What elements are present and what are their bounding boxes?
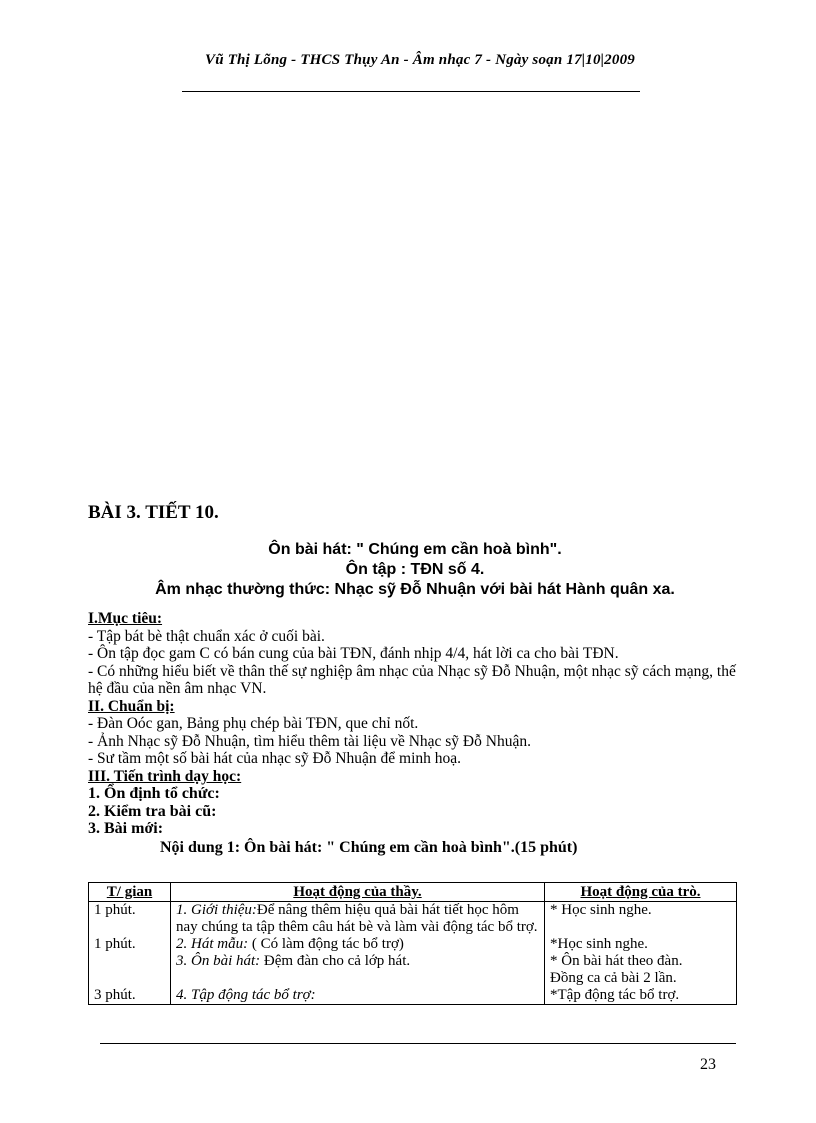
preparation-heading: II. Chuẩn bị:: [88, 697, 175, 715]
footer-divider: [100, 1043, 736, 1044]
student-cell: *Tập động tác bổ trợ.: [545, 987, 737, 1005]
preparation-item: - Ảnh Nhạc sỹ Đỗ Nhuận, tìm hiểu thêm tài liệu về Nhạc sỹ Đỗ Nhuận.: [88, 732, 531, 750]
student-line: Đồng ca cả bài 2 lần.: [550, 970, 677, 986]
table-row: [89, 936, 737, 987]
student-line: * Ôn bài hát theo đàn.: [550, 953, 683, 969]
preparation-item: - Đàn Oóc gan, Bảng phụ chép bài TĐN, que chỉ nốt.: [88, 715, 419, 732]
subtitle-review-tdn: Ôn tập : TĐN số 4.: [345, 561, 485, 578]
step-item: 3. Bài mới:: [88, 820, 164, 837]
subtitle-review-song: Ôn bài hát: " Chúng em cần hoà bình".: [268, 541, 562, 558]
teacher-cell: [171, 936, 545, 987]
lesson-body: [88, 610, 738, 856]
activity-text: Để nâng thêm hiệu quả bài hát tiết học hôm nay chúng ta tập thêm câu hát bè và làm vài động tác bổ trợ.: [176, 902, 538, 935]
activity-label: 4. Tập động tác bổ trợ:: [176, 987, 316, 1003]
step-item: 1. Ổn định tổ chức:: [88, 785, 220, 802]
teacher-cell: [171, 987, 545, 1005]
table-row: [89, 902, 737, 937]
objectives-heading: I.Mục tiêu:: [88, 610, 163, 627]
objective-item: - Có những hiểu biết về thân thế sự nghiệp âm nhạc của Nhạc sỹ Đỗ Nhuận, một nhạc sỹ cách mạng, thế hệ đầu của nền âm nhạc VN.: [88, 662, 736, 697]
student-cell: * Học sinh nghe.: [545, 902, 737, 937]
activity-text: Đệm đàn cho cả lớp hát.: [260, 953, 411, 969]
page-number: 23: [700, 1056, 716, 1073]
student-cell: [545, 936, 737, 987]
objective-item: - Ôn tập đọc gam C có bán cung của bài TĐN, đánh nhịp 4/4, hát lời ca cho bài TĐN.: [88, 645, 619, 662]
column-header-teacher: Hoạt động của thầy.: [171, 883, 545, 902]
table-row: [89, 987, 737, 1005]
table-header-row: [89, 883, 737, 902]
time-cell: 3 phút.: [89, 987, 171, 1005]
activity-line: [176, 953, 539, 970]
step-item: 2. Kiểm tra bài cũ:: [88, 802, 217, 820]
time-cell: 1 phút.: [89, 936, 171, 987]
page-header: Vũ Thị Lõng - THCS Thụy An - Âm nhạc 7 - Ngày soạn 17|10|2009: [205, 52, 635, 68]
activity-label: 2. Hát mẫu:: [176, 936, 249, 952]
activity-label: 3. Ôn bài hát:: [176, 953, 261, 969]
student-line: *Học sinh nghe.: [550, 936, 648, 952]
lesson-title: BÀI 3. TIẾT 10.: [88, 502, 219, 523]
activity-label: 1. Giới thiệu:: [176, 902, 257, 918]
column-header-time: T/ gian: [89, 883, 171, 902]
activity-table: [88, 882, 737, 1005]
activity-text: ( Có làm động tác bổ trợ): [248, 936, 404, 952]
column-header-student: Hoạt động của trò.: [545, 883, 737, 902]
teacher-cell: [171, 902, 545, 937]
content-title: Nội dung 1: Ôn bài hát: " Chúng em cần hoà bình".(15 phút): [160, 838, 578, 856]
activity-line: [176, 936, 539, 953]
objective-item: - Tập bát bè thật chuẩn xác ở cuối bài.: [88, 627, 325, 645]
lesson-subtitles: [100, 540, 730, 600]
header-divider: [182, 91, 640, 92]
time-cell: 1 phút.: [89, 902, 171, 937]
preparation-item: - Sư tầm một số bài hát của nhạc sỹ Đỗ Nhuận để minh hoạ.: [88, 750, 462, 767]
subtitle-music-knowledge: Âm nhạc thường thức: Nhạc sỹ Đỗ Nhuận với bài hát Hành quân xa.: [155, 581, 675, 598]
process-heading: III. Tiến trình dạy học:: [88, 767, 242, 785]
